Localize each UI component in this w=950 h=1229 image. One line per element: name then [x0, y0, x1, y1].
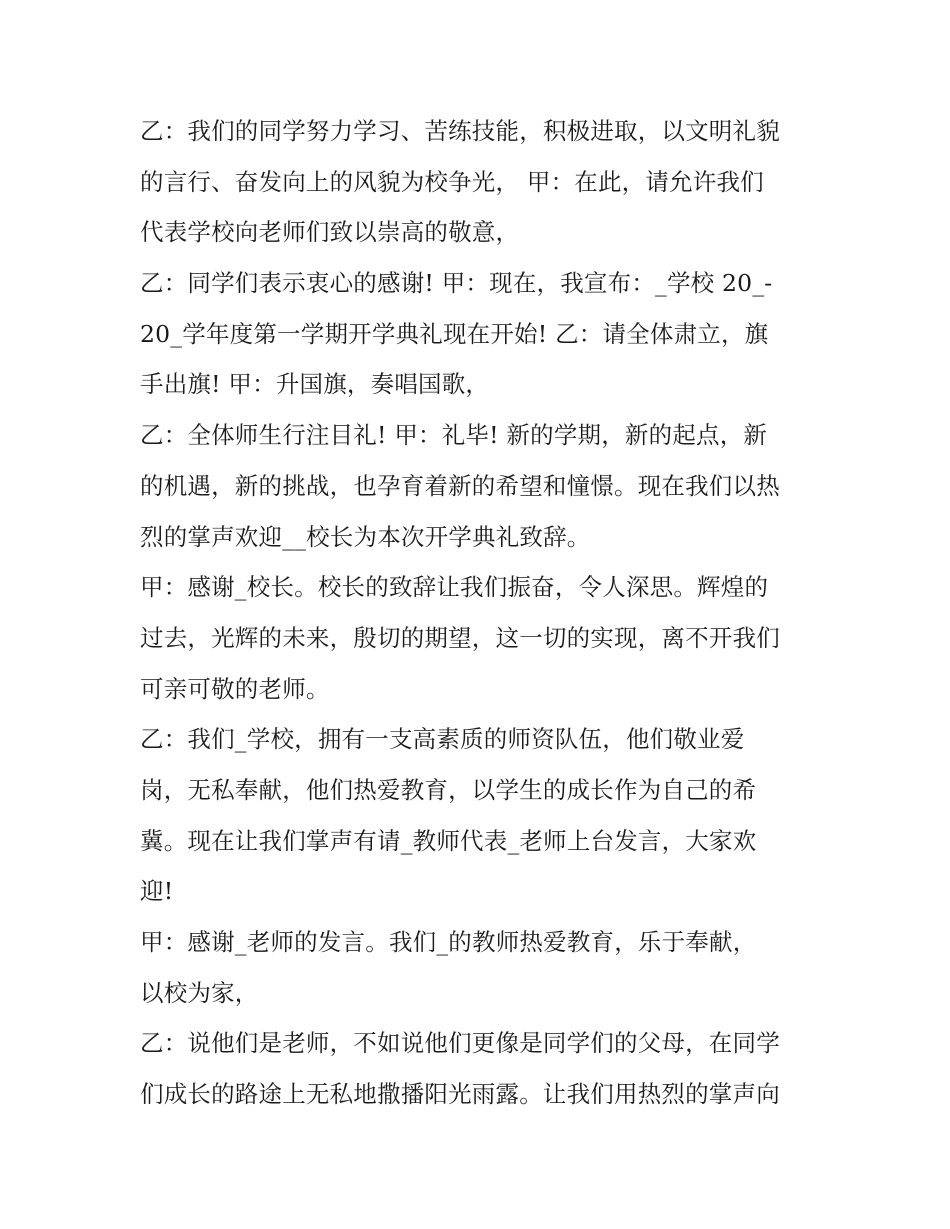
- text-line: 们成长的路途上无私地撒播阳光雨露。让我们用热烈的掌声向: [140, 1080, 780, 1109]
- text-line: 甲：感谢_老师的发言。我们_的教师热爱教育，乐于奉献，: [140, 928, 757, 956]
- text-line: 甲：感谢_校长。校长的致辞让我们振奋，令人深思。辉煌的: [140, 573, 769, 602]
- text-line: 迎!: [140, 877, 174, 906]
- text-line: 以校为家，: [140, 978, 259, 1007]
- text-line: 过去，光辉的未来，殷切的期望，这一切的实现，离不开我们: [140, 623, 780, 652]
- text-line: 的言行、奋发向上的风貌为校争光， 甲：在此，请允许我们: [140, 167, 764, 196]
- text-line: 手出旗! 甲：升国旗，奏唱国歌，: [140, 370, 490, 399]
- text-line: 的机遇，新的挑战，也孕育着新的希望和憧憬。现在我们以热: [140, 471, 780, 500]
- text-line: 20_学年度第一学期开学典礼现在开始! 乙：请全体肃立，旗: [140, 319, 769, 348]
- document-body: [140, 106, 820, 1120]
- text-line: 乙：同学们表示衷心的感谢! 甲：现在，我宣布：_学校 20_-: [140, 269, 773, 298]
- text-line: 代表学校向老师们致以崇高的敬意，: [140, 218, 520, 247]
- text-line: 乙：我们_学校，拥有一支高素质的师资队伍，他们敬业爱: [140, 725, 745, 754]
- text-line: 乙：全体师生行注目礼! 甲：礼毕! 新的学期，新的起点，新: [140, 421, 768, 450]
- text-line: 烈的掌声欢迎__校长为本次开学典礼致辞。: [140, 522, 591, 551]
- text-line: 乙：我们的同学努力学习、苦练技能，积极进取，以文明礼貌: [140, 117, 780, 145]
- text-line: 岗，无私奉献，他们热爱教育，以学生的成长作为自己的希: [140, 775, 757, 804]
- text-line: 冀。现在让我们掌声有请_教师代表_老师上台发言，大家欢: [140, 826, 757, 855]
- text-line: 可亲可敬的老师。: [140, 674, 330, 703]
- text-line: 乙：说他们是老师，不如说他们更像是同学们的父母，在同学: [140, 1029, 780, 1058]
